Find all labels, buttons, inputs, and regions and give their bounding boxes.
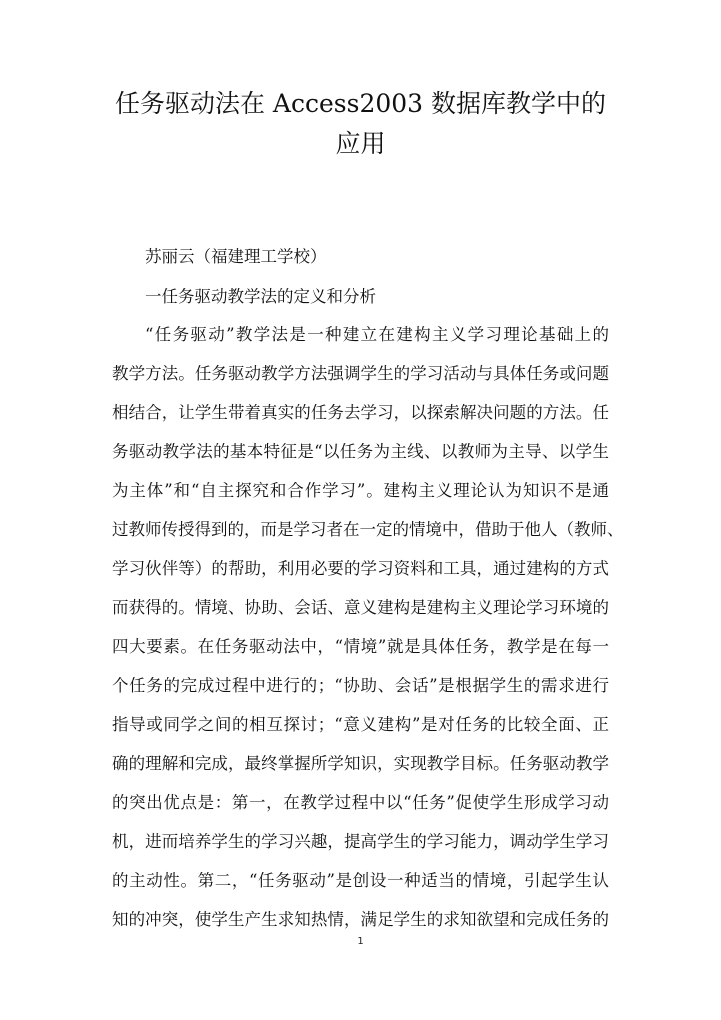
body-line: 的突出优点是：第一，在教学过程中以“任务”促使学生形成学习动: [112, 793, 609, 812]
body-line: 个任务的完成过程中进行的；“协助、会话”是根据学生的需求进行: [112, 676, 609, 695]
author-line: 苏丽云（福建理工学校）: [145, 247, 327, 266]
body-line: 务驱动教学法的基本特征是“以任务为主线、以教师为主导、以学生: [112, 442, 609, 461]
body-line: 指导或同学之间的相互探讨；“意义建构”是对任务的比较全面、正: [112, 715, 609, 734]
body-line: 机，进而培养学生的学习兴趣，提高学生的学习能力，调动学生学习: [112, 832, 609, 851]
document-title-line-2: 应用: [335, 129, 386, 158]
body-line: 学习伙伴等）的帮助，利用必要的学习资料和工具，通过建构的方式: [112, 559, 609, 578]
body-line: 相结合，让学生带着真实的任务去学习，以探索解决问题的方法。任: [112, 403, 609, 422]
body-line: 为主体”和“自主探究和合作学习”。建构主义理论认为知识不是通: [112, 481, 609, 500]
body-line: 知的冲突，使学生产生求知热情，满足学生的求知欲望和完成任务的: [112, 910, 609, 929]
body-line: 确的理解和完成，最终掌握所学知识，实现教学目标。任务驱动教学: [112, 754, 609, 773]
body-line: 四大要素。在任务驱动法中，“情境”就是具体任务，教学是在每一: [112, 637, 609, 656]
body-line: 过教师传授得到的，而是学习者在一定的情境中，借助于他人（教师、: [112, 520, 624, 539]
body-line: 教学方法。任务驱动教学方法强调学生的学习活动与具体任务或问题: [112, 364, 609, 383]
document-title-line-1: 任务驱动法在 Access2003 数据库教学中的: [114, 89, 607, 118]
body-line: “任务驱动”教学法是一种建立在建构主义学习理论基础上的: [145, 325, 609, 344]
section-heading: 一任务驱动教学法的定义和分析: [145, 287, 376, 306]
page-number: 1: [357, 936, 364, 947]
body-line: 而获得的。情境、协助、会话、意义建构是建构主义理论学习环境的: [112, 598, 609, 617]
body-line: 的主动性。第二，“任务驱动”是创设一种适当的情境，引起学生认: [112, 871, 609, 890]
